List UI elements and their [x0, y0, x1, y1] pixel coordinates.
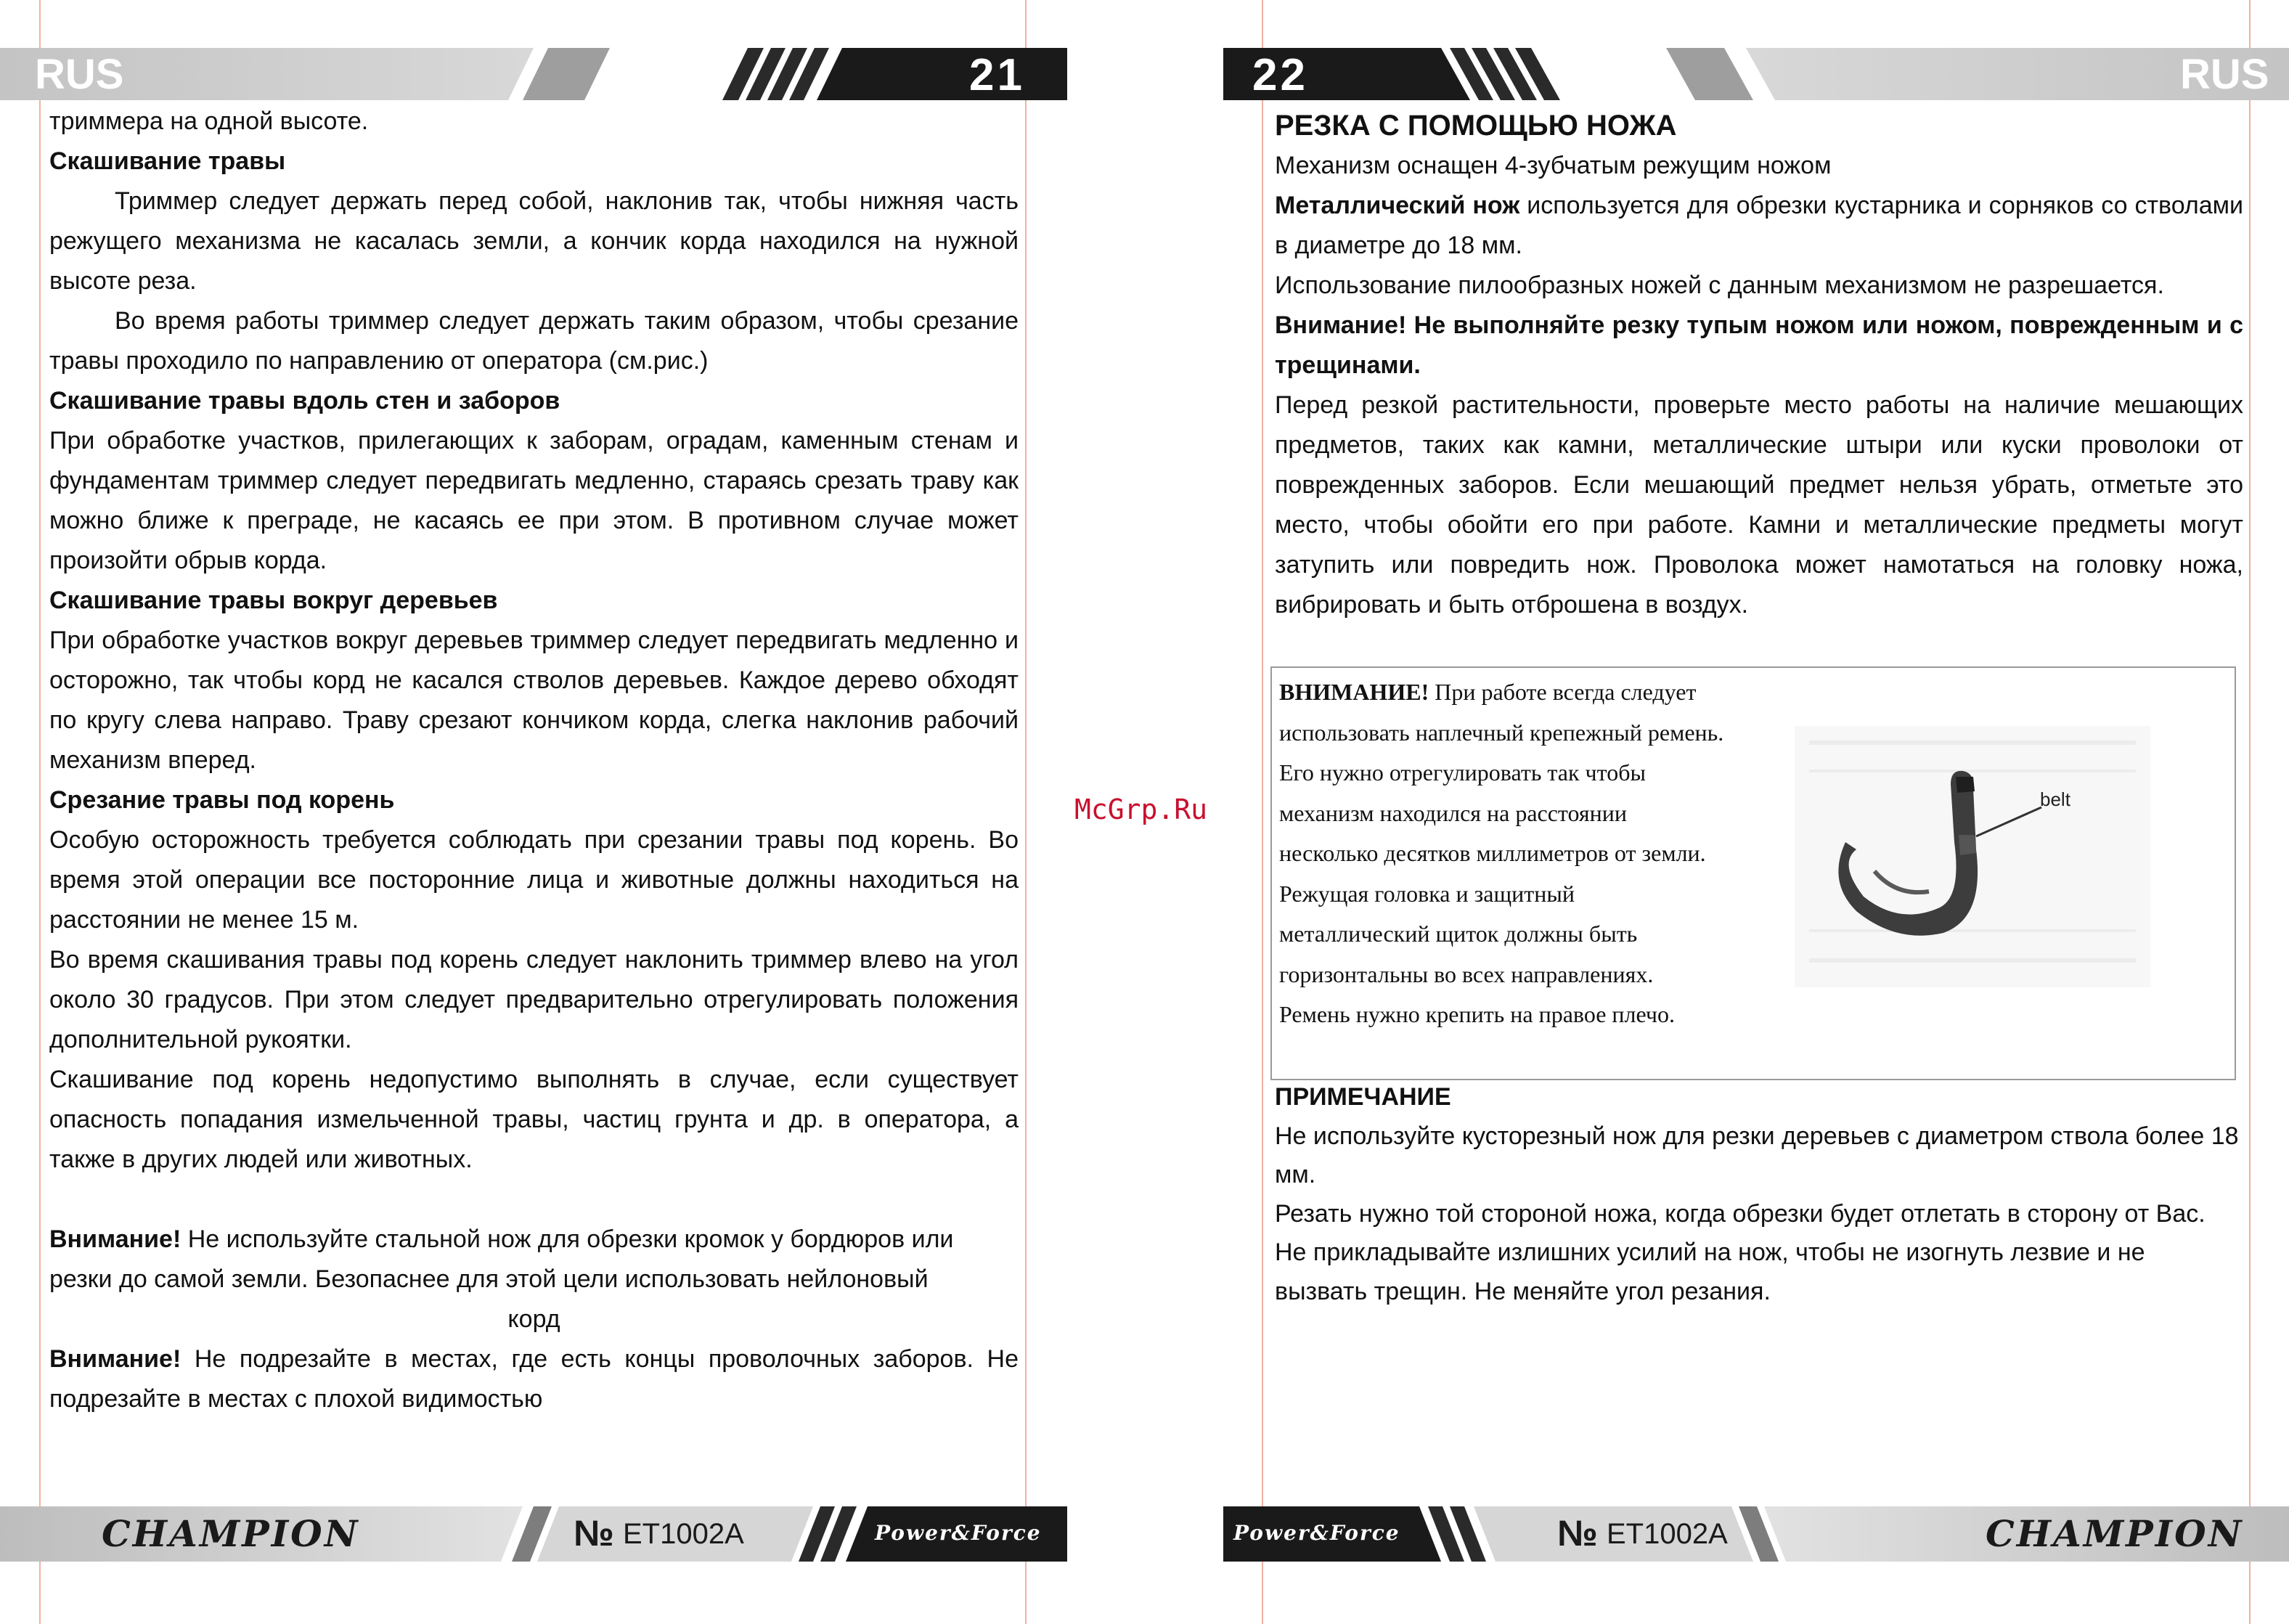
warning-paragraph [49, 1220, 1019, 1299]
paragraph: Триммер следует держать перед собой, наклонив так, чтобы нижняя часть режущего механизма не касалась земли, а кончик корда находился на нужной высоте реза. [49, 187, 1019, 295]
warning-label: Внимание! [49, 1345, 181, 1373]
model-number: ET1002A [623, 1518, 744, 1550]
margin-guide-left [39, 0, 41, 1624]
paragraph: Во время работы триммер следует держать таким образом, чтобы срезание травы проходило по направлению от оператора (см.рис.) [49, 307, 1019, 375]
shoulder-strap-image [1795, 726, 2150, 987]
model-prefix: № [574, 1513, 614, 1554]
warning-paragraph: Внимание! Не выполняйте резку тупым ножом или ножом, поврежденным и с трещинами. [1275, 311, 2243, 379]
brand-logo: CHAMPION [102, 1512, 360, 1555]
watermark: McGrp.Ru [1074, 793, 1208, 825]
paragraph: Перед резкой растительности, проверьте место работы на наличие мешающих предметов, таких как камни, металлические штыри или куски проволоки от поврежденных заборов. Если мешающий предмет нельзя убрать, отметьте это место, чтобы обойти его при работе. Камни и металлические предметы могут затупить или повредить нож. Проволока может намотаться на головку ножа, вибрировать и быть отброшена в воздух. [1275, 391, 2243, 619]
warning-label: ВНИМАНИЕ! [1279, 679, 1429, 705]
spacer [49, 1180, 1019, 1220]
page-number: 22 [1252, 50, 1308, 100]
brand-logo: CHAMPION [1986, 1512, 2244, 1555]
bold-term: Металлический нож [1275, 192, 1520, 219]
body-text [49, 102, 1019, 1419]
section-heading: Скашивание травы вокруг деревьев [49, 587, 498, 614]
paragraph: Использование пилообразных ножей с данным механизмом не разрешается. [1275, 272, 2164, 299]
paragraph-text: используется для обрезки кустарника и сорняков со стволами в диаметре до 18 мм. [1275, 192, 2244, 259]
margin-guide-left [1262, 0, 1263, 1624]
model-number: ET1002A [1607, 1518, 1728, 1550]
paragraph: При обработке участков, прилегающих к заборам, оградам, каменным стенам и фундаментам триммер следует передвигать медленно, стараясь срезать траву как можно ближе к преграде, не касаясь ее при этом. В противном случае может произойти обрыв корда. [49, 427, 1019, 574]
paragraph: Скашивание под корень недопустимо выполнять в случае, если существует опасность попадания измельченной травы, частиц грунта и др. в оператора, а также в других людей или животных. [49, 1066, 1019, 1173]
warning-body: При работе всегда следует использовать наплечный крепежный ремень. Его нужно отрегулировать так чтобы механизм находился на расстоянии несколько десятков миллиметров от земли. Режущая головка и защитный металлический щиток должны быть горизонтальны во всех направлениях. Ремень нужно крепить на правое плечо. [1279, 679, 1724, 1027]
paragraph: Резать нужно той стороной ножа, когда обрезки будет отлетать в сторону от Вас. Не прикладывайте излишних усилий на нож, чтобы не изогнуть лезвие и не вызвать трещин. Не меняйте угол резания. [1275, 1199, 2206, 1305]
lang-label: RUS [35, 51, 124, 98]
paragraph: Особую осторожность требуется соблюдать при срезании травы под корень. Во время этой операции все посторонние лица и животные должны находиться на расстоянии не менее 15 м. [49, 826, 1019, 934]
slogan-logo: Power&Force [1233, 1521, 1400, 1545]
model-prefix: № [1557, 1513, 1598, 1554]
section-heading: Срезание травы под корень [49, 786, 395, 814]
note-title: ПРИМЕЧАНИЕ [1275, 1083, 1451, 1111]
belt-warning-text [1279, 672, 1729, 1035]
header-band [0, 48, 1067, 100]
footer-band [1223, 1506, 2289, 1562]
belt-label: belt [2040, 788, 2070, 810]
paragraph [1275, 186, 2243, 266]
section-heading: Скашивание травы вдоль стен и заборов [49, 387, 560, 415]
warning-label: Внимание! [49, 1225, 181, 1253]
warning-text: Не подрезайте в местах, где есть концы проволочных заборов. Не подрезайте в местах с плохой видимостью [49, 1345, 1019, 1413]
paragraph: При обработке участков вокруг деревьев триммер следует передвигать медленно и осторожно, так чтобы корд не касался стволов деревьев. Каждое дерево обходят по кругу слева направо. Траву срезают кончиком корда, слегка наклонив рабочий механизм вперед. [49, 627, 1019, 774]
warning-paragraph [49, 1339, 1019, 1419]
footer-band [0, 1506, 1067, 1562]
paragraph: Не используйте кусторезный нож для резки деревьев с диаметром ствола более 18 мм. [1275, 1122, 2239, 1188]
lang-label: RUS [2180, 51, 2269, 98]
section-title: РЕЗКА С ПОМОЩЬЮ НОЖА [1275, 110, 1677, 142]
margin-guide-right [2249, 0, 2251, 1624]
warning-text: Не используйте стальной нож для обрезки кромок у бордюров или резки до самой земли. Безопаснее для этой цели использовать нейлоновый [49, 1225, 954, 1293]
belt-warning-box [1270, 666, 2236, 1080]
page-right [1191, 0, 2289, 1624]
header-band [1223, 48, 2289, 100]
paragraph: Во время скашивания травы под корень следует наклонить триммер влево на угол около 30 градусов. При этом следует предварительно отрегулировать положения дополнительной рукоятки. [49, 946, 1019, 1053]
margin-guide-right [1025, 0, 1027, 1624]
body-text-note [1275, 1078, 2243, 1311]
page-number: 21 [969, 50, 1025, 100]
warning-tail: корд [507, 1305, 560, 1333]
paragraph: Механизм оснащен 4-зубчатым режущим ножом [1275, 152, 1832, 179]
section-heading: Скашивание травы [49, 147, 286, 175]
slogan-logo: Power&Force [875, 1521, 1042, 1545]
page-left [0, 0, 1103, 1624]
paragraph: триммера на одной высоте. [49, 107, 369, 135]
body-text-top [1275, 106, 2243, 625]
